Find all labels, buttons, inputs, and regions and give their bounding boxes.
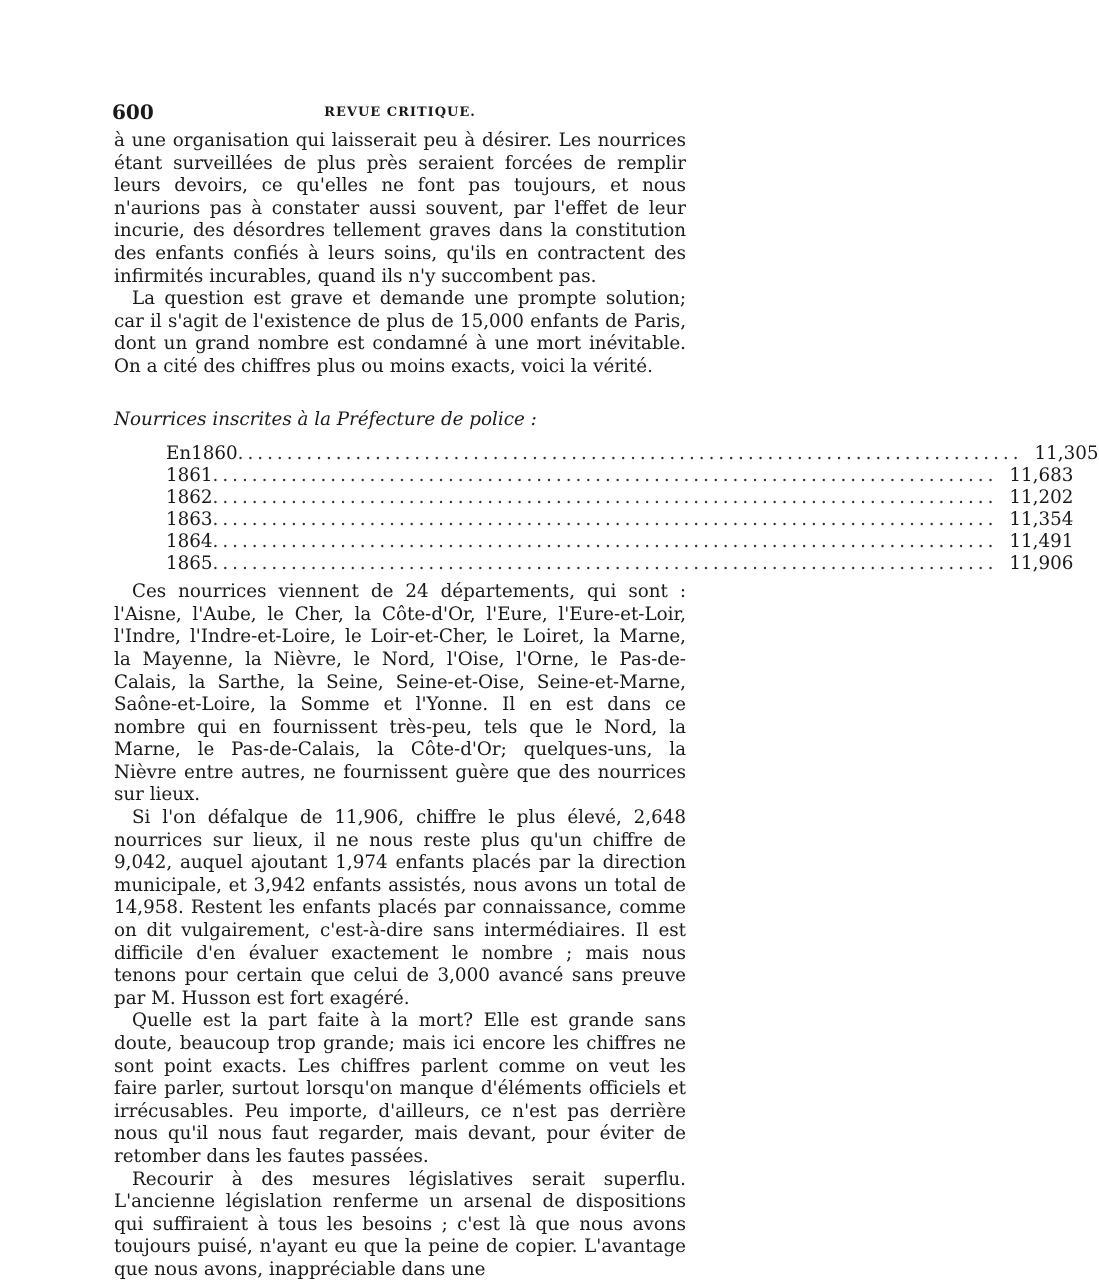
row-count: 11,354 — [1009, 509, 1074, 531]
table-row — [114, 509, 1074, 531]
page-header — [112, 100, 688, 124]
paragraph: Recourir à des mesures législatives serait superflu. L'ancienne législation renferme un arsenal de dispositions qui suffiraient à tous les besoins ; c'est là que nous avons toujours puisé, n'ayant eu que la peine de copier. L'avantage que nous avons, inappréciable dans une — [114, 1168, 686, 1280]
dot-leader: ................................................................................ — [212, 509, 998, 531]
dot-leader: ................................................................................ — [212, 487, 998, 509]
table-row — [114, 465, 1074, 487]
row-count: 11,202 — [1009, 487, 1074, 509]
row-year: 1862 — [166, 487, 213, 509]
row-year: 1860 — [191, 443, 238, 465]
paragraph: à une organisation qui laisserait peu à désirer. Les nourrices étant surveillées de plus près seraient forcées de remplir leurs devoirs, ce qu'elles ne font pas toujours, et nous n'aurions pas à constater aussi souvent, par l'effet de leur incurie, des désordres tellement graves dans la constitution des enfants confiés à leurs soins, qu'ils en contractent des infirmités incurables, quand ils n'y succombent pas. — [114, 130, 686, 287]
paragraph: Si l'on défalque de 11,906, chiffre le plus élevé, 2,648 nourrices sur lieux, il ne nous reste plus qu'un chiffre de 9,042, auquel ajoutant 1,974 enfants placés par la direction municipale, et 3,942 enfants assistés, nous avons un total de 14,958. Restent les enfants placés par connaissance, comme on dit vulgairement, c'est-à-dire sans intermédiaires. Il est difficile d'en évaluer exactement le nombre ; mais nous tenons pour certain que celui de 3,000 avancé sans preuve par M. Husson est fort exagéré. — [114, 807, 686, 1009]
row-prefix: En — [166, 443, 192, 465]
dot-leader: ................................................................................ — [212, 553, 998, 575]
table-row — [114, 487, 1074, 509]
table-title: Nourrices inscrites à la Préfecture de police : — [114, 408, 537, 430]
dot-leader: ................................................................................ — [237, 443, 1023, 465]
table-row — [114, 531, 1074, 553]
row-year: 1864 — [166, 531, 213, 553]
running-title: REVUE CRITIQUE. — [324, 105, 476, 120]
paragraph: Quelle est la part faite à la mort? Elle est grande sans doute, beaucoup trop grande; mais ici encore les chiffres ne sont point exacts. Les chiffres parlent comme on veut les faire parler, surtout lorsqu'on manque d'éléments officiels et irrécusables. Peu importe, d'ailleurs, ce n'est pas derrière nous qu'il nous faut regarder, mais devant, pour éviter de retomber dans les fautes passées. — [114, 1010, 686, 1167]
table-row — [114, 443, 1099, 465]
row-year: 1863 — [166, 509, 213, 531]
row-count: 11,305 — [1034, 443, 1099, 465]
paragraph: La question est grave et demande une prompte solution; car il s'agit de l'existence de plus de 15,000 enfants de Paris, dont un grand nombre est condamné à une mort inévitable. On a cité des chiffres plus ou moins exacts, voici la vérité. — [114, 288, 686, 377]
row-year: 1865 — [166, 553, 213, 575]
paragraph: Ces nourrices viennent de 24 départements, qui sont : l'Aisne, l'Aube, le Cher, la Côte-d'Or, l'Eure, l'Eure-et-Loir, l'Indre, l'Indre-et-Loire, le Loir-et-Cher, le Loiret, la Marne, la Mayenne, la Nièvre, le Nord, l'Oise, l'Orne, le Pas-de-Calais, la Sarthe, la Seine, Seine-et-Oise, Seine-et-Marne, Saône-et-Loire, la Somme et l'Yonne. Il en est dans ce nombre qui en fournissent très-peu, tels que le Nord, la Marne, le Pas-de-Calais, la Côte-d'Or; quelques-uns, la Nièvre entre autres, ne fournissent guère que des nourrices sur lieux. — [114, 581, 686, 806]
row-count: 11,683 — [1009, 465, 1074, 487]
nurse-registration-table — [114, 443, 1099, 575]
row-count: 11,906 — [1009, 553, 1074, 575]
table-row — [114, 553, 1074, 575]
body-text — [114, 130, 1099, 1282]
row-year: 1861 — [166, 465, 213, 487]
page-number: 600 — [112, 100, 154, 124]
row-count: 11,491 — [1009, 531, 1074, 553]
dot-leader: ................................................................................ — [212, 531, 998, 553]
dot-leader: ................................................................................ — [212, 465, 998, 487]
